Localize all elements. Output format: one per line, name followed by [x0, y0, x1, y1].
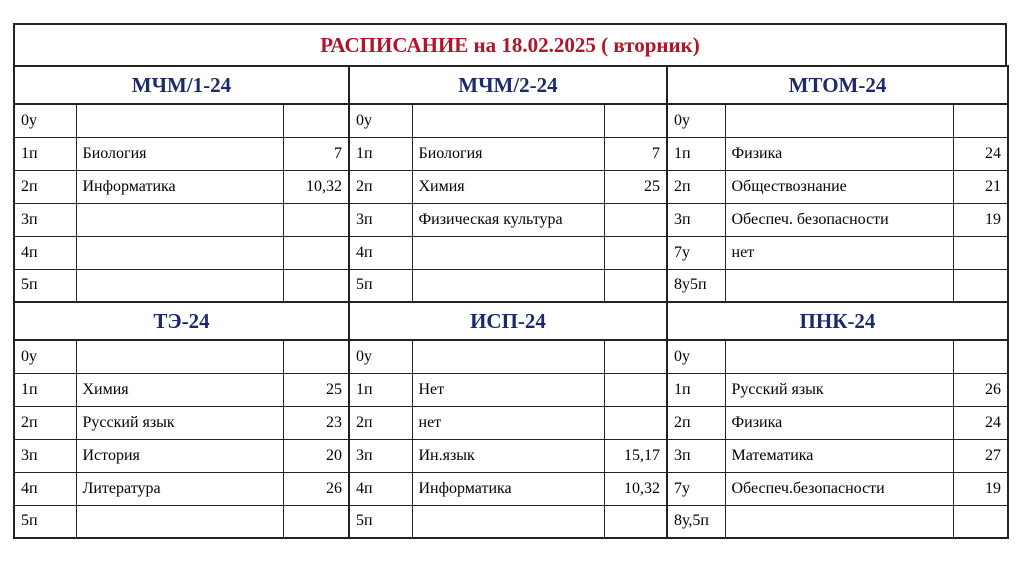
lesson-subject — [412, 269, 604, 302]
lesson-subject: Обществознание — [725, 170, 953, 203]
lesson-room — [604, 269, 667, 302]
lesson-room: 23 — [283, 406, 349, 439]
lesson-room: 19 — [953, 472, 1008, 505]
lesson-subject — [76, 269, 283, 302]
lesson-number: 3п — [349, 439, 412, 472]
lesson-row — [14, 137, 1008, 170]
lesson-subject: История — [76, 439, 283, 472]
lesson-subject: Литература — [76, 472, 283, 505]
lesson-number: 4п — [14, 236, 76, 269]
lesson-subject: Химия — [76, 373, 283, 406]
lesson-room — [283, 505, 349, 538]
lesson-number: 1п — [14, 137, 76, 170]
lesson-number: 5п — [349, 269, 412, 302]
lesson-row — [14, 439, 1008, 472]
lesson-room: 26 — [283, 472, 349, 505]
group-name: ТЭ-24 — [14, 302, 349, 340]
lesson-subject: Информатика — [76, 170, 283, 203]
lesson-room: 27 — [953, 439, 1008, 472]
lesson-room: 10,32 — [604, 472, 667, 505]
lesson-subject: Обеспеч.безопасности — [725, 472, 953, 505]
lesson-number: 0у — [667, 104, 725, 137]
lesson-number: 5п — [349, 505, 412, 538]
schedule-title: РАСПИСАНИЕ на 18.02.2025 ( вторник) — [13, 23, 1007, 65]
group-name: МЧМ/1-24 — [14, 66, 349, 104]
lesson-subject — [725, 269, 953, 302]
lesson-room — [283, 269, 349, 302]
lesson-row — [14, 236, 1008, 269]
lesson-subject: Математика — [725, 439, 953, 472]
lesson-number: 5п — [14, 505, 76, 538]
lesson-room: 26 — [953, 373, 1008, 406]
lesson-number: 3п — [14, 439, 76, 472]
lesson-number: 1п — [349, 373, 412, 406]
lesson-subject — [725, 340, 953, 373]
lesson-subject: Химия — [412, 170, 604, 203]
lesson-number: 1п — [349, 137, 412, 170]
lesson-number: 2п — [349, 406, 412, 439]
lesson-number: 2п — [667, 406, 725, 439]
lesson-room — [604, 340, 667, 373]
lesson-room: 15,17 — [604, 439, 667, 472]
lesson-number: 0у — [14, 340, 76, 373]
lesson-number: 1п — [667, 137, 725, 170]
lesson-number: 3п — [667, 203, 725, 236]
lesson-room — [604, 236, 667, 269]
lesson-subject: Ин.язык — [412, 439, 604, 472]
lesson-subject: Русский язык — [725, 373, 953, 406]
lesson-number: 1п — [14, 373, 76, 406]
group-header-row — [14, 66, 1008, 104]
lesson-subject: нет — [412, 406, 604, 439]
lesson-room: 7 — [283, 137, 349, 170]
lesson-subject — [412, 104, 604, 137]
lesson-room — [953, 236, 1008, 269]
lesson-room — [953, 340, 1008, 373]
lesson-number: 7у — [667, 236, 725, 269]
lesson-subject: нет — [725, 236, 953, 269]
lesson-room: 25 — [604, 170, 667, 203]
lesson-room — [283, 203, 349, 236]
lesson-subject — [725, 104, 953, 137]
lesson-room: 24 — [953, 406, 1008, 439]
lesson-subject: Физика — [725, 406, 953, 439]
lesson-row — [14, 373, 1008, 406]
lesson-row — [14, 269, 1008, 302]
lesson-room: 25 — [283, 373, 349, 406]
lesson-room — [953, 505, 1008, 538]
lesson-subject — [412, 340, 604, 373]
lesson-number: 3п — [667, 439, 725, 472]
lesson-subject: Нет — [412, 373, 604, 406]
lesson-subject: Биология — [76, 137, 283, 170]
lesson-room: 21 — [953, 170, 1008, 203]
lesson-row — [14, 203, 1008, 236]
lesson-number: 8у,5п — [667, 505, 725, 538]
lesson-subject: Обеспеч. безопасности — [725, 203, 953, 236]
lesson-subject — [725, 505, 953, 538]
lesson-subject: Биология — [412, 137, 604, 170]
lesson-row — [14, 472, 1008, 505]
lesson-number: 5п — [14, 269, 76, 302]
lesson-subject — [412, 236, 604, 269]
lesson-room — [283, 236, 349, 269]
lesson-number: 8у5п — [667, 269, 725, 302]
lesson-subject — [76, 340, 283, 373]
lesson-room — [283, 340, 349, 373]
group-name: МТОМ-24 — [667, 66, 1008, 104]
lesson-room — [604, 505, 667, 538]
schedule-grid — [13, 65, 1009, 539]
lesson-room — [953, 104, 1008, 137]
lesson-room — [604, 373, 667, 406]
lesson-subject — [76, 505, 283, 538]
lesson-room: 7 — [604, 137, 667, 170]
lesson-room — [604, 406, 667, 439]
lesson-room — [953, 269, 1008, 302]
lesson-number: 7у — [667, 472, 725, 505]
lesson-number: 2п — [14, 170, 76, 203]
schedule — [13, 23, 1007, 539]
lesson-row — [14, 170, 1008, 203]
group-header-row — [14, 302, 1008, 340]
lesson-room — [283, 104, 349, 137]
lesson-room: 19 — [953, 203, 1008, 236]
lesson-subject — [412, 505, 604, 538]
lesson-number: 4п — [14, 472, 76, 505]
lesson-room — [604, 203, 667, 236]
lesson-room: 20 — [283, 439, 349, 472]
lesson-row — [14, 406, 1008, 439]
lesson-subject — [76, 104, 283, 137]
group-name: ИСП-24 — [349, 302, 667, 340]
lesson-subject: Физика — [725, 137, 953, 170]
lesson-subject — [76, 203, 283, 236]
lesson-subject — [76, 236, 283, 269]
lesson-number: 1п — [667, 373, 725, 406]
lesson-row — [14, 340, 1008, 373]
lesson-subject: Физическая культура — [412, 203, 604, 236]
lesson-row — [14, 104, 1008, 137]
lesson-number: 3п — [349, 203, 412, 236]
lesson-number: 4п — [349, 472, 412, 505]
lesson-row — [14, 505, 1008, 538]
lesson-number: 0у — [14, 104, 76, 137]
lesson-number: 0у — [349, 340, 412, 373]
lesson-room: 24 — [953, 137, 1008, 170]
lesson-subject: Информатика — [412, 472, 604, 505]
lesson-room: 10,32 — [283, 170, 349, 203]
lesson-room — [604, 104, 667, 137]
lesson-number: 0у — [349, 104, 412, 137]
lesson-number: 3п — [14, 203, 76, 236]
lesson-number: 2п — [14, 406, 76, 439]
lesson-subject: Русский язык — [76, 406, 283, 439]
group-name: МЧМ/2-24 — [349, 66, 667, 104]
lesson-number: 2п — [349, 170, 412, 203]
group-name: ПНК-24 — [667, 302, 1008, 340]
lesson-number: 4п — [349, 236, 412, 269]
lesson-number: 2п — [667, 170, 725, 203]
lesson-number: 0у — [667, 340, 725, 373]
